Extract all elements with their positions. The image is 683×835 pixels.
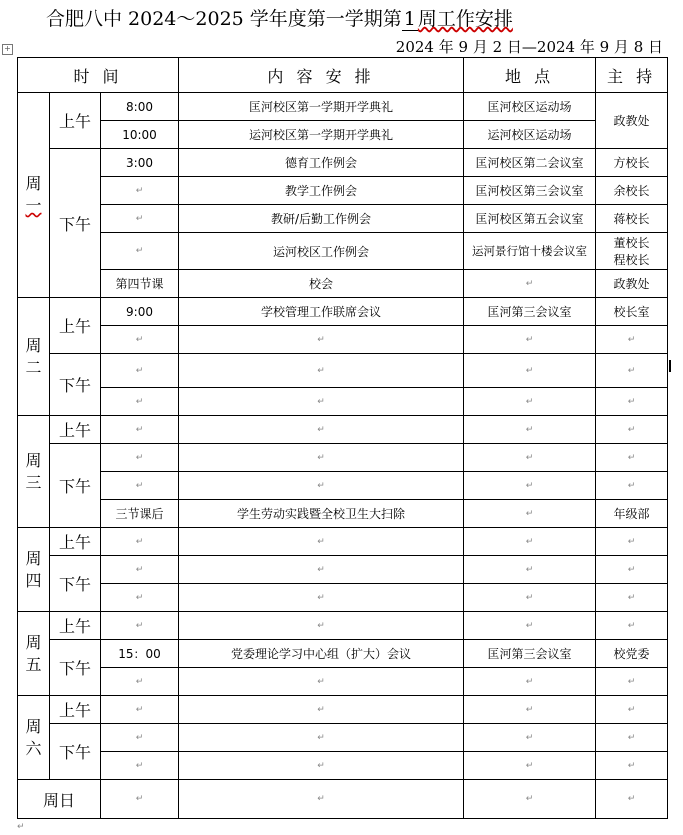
empty-cell: ↵ <box>596 780 668 819</box>
col-header-content: 内 容 安 排 <box>179 58 464 93</box>
table-row <box>18 93 668 121</box>
location-cell: 匡河校区第三会议室 <box>464 177 596 205</box>
host-cell: 政教处 <box>596 93 668 149</box>
table-row <box>18 584 668 612</box>
day-sunday: 周日 <box>18 780 101 819</box>
table-row <box>18 416 668 444</box>
empty-cell: ↵ <box>179 668 464 696</box>
empty-cell: ↵ <box>101 177 179 205</box>
empty-cell: ↵ <box>101 724 179 752</box>
empty-cell: ↵ <box>101 472 179 500</box>
empty-cell: ↵ <box>464 472 596 500</box>
empty-cell: ↵ <box>596 326 668 354</box>
table-row <box>18 121 668 149</box>
segment-pm: 下午 <box>50 444 101 528</box>
date-range: 2024 年 9 月 2 日—2024 年 9 月 8 日 <box>395 38 663 56</box>
empty-cell: ↵ <box>101 584 179 612</box>
content-cell: 党委理论学习中心组（扩大）会议 <box>179 640 464 668</box>
empty-cell: ↵ <box>101 612 179 640</box>
day-wednesday: 周 三 <box>18 416 50 528</box>
table-row <box>18 752 668 780</box>
empty-cell: ↵ <box>596 668 668 696</box>
table-row <box>18 388 668 416</box>
table-row <box>18 270 668 298</box>
empty-cell: ↵ <box>596 472 668 500</box>
empty-cell: ↵ <box>101 528 179 556</box>
segment-pm: 下午 <box>50 556 101 612</box>
empty-cell: ↵ <box>101 668 179 696</box>
empty-cell: ↵ <box>596 354 668 388</box>
time-cell: 8:00 <box>101 93 179 121</box>
col-header-host: 主 持 <box>596 58 668 93</box>
time-cell: 第四节课 <box>101 270 179 298</box>
table-row <box>18 528 668 556</box>
content-cell: 运河校区第一学期开学典礼 <box>179 121 464 149</box>
empty-cell: ↵ <box>101 416 179 444</box>
time-cell: 9:00 <box>101 298 179 326</box>
table-row <box>18 640 668 668</box>
empty-cell: ↵ <box>179 556 464 584</box>
header-row <box>18 58 668 93</box>
empty-cell: ↵ <box>596 612 668 640</box>
table-row <box>18 444 668 472</box>
empty-cell: ↵ <box>596 528 668 556</box>
host-cell: 校长室 <box>596 298 668 326</box>
row-end-marker <box>669 360 671 372</box>
empty-cell: ↵ <box>179 752 464 780</box>
segment-am: 上午 <box>50 416 101 444</box>
empty-cell: ↵ <box>464 388 596 416</box>
empty-cell: ↵ <box>179 444 464 472</box>
table-row <box>18 612 668 640</box>
paragraph-mark: ↵ <box>17 822 25 832</box>
table-move-handle-icon[interactable]: + <box>2 44 13 55</box>
segment-am: 上午 <box>50 298 101 354</box>
host-cell: 余校长 <box>596 177 668 205</box>
empty-cell: ↵ <box>464 556 596 584</box>
empty-cell: ↵ <box>101 556 179 584</box>
segment-am: 上午 <box>50 612 101 640</box>
empty-cell: ↵ <box>101 752 179 780</box>
empty-cell: ↵ <box>179 584 464 612</box>
day-friday: 周 五 <box>18 612 50 696</box>
table-row <box>18 233 668 270</box>
page-title <box>46 4 513 31</box>
empty-cell: ↵ <box>179 696 464 724</box>
empty-cell: ↵ <box>596 388 668 416</box>
segment-pm: 下午 <box>50 640 101 696</box>
day-saturday: 周 六 <box>18 696 50 780</box>
time-cell: 15：00 <box>101 640 179 668</box>
day-monday: 周 一 <box>18 93 50 298</box>
empty-cell: ↵ <box>464 696 596 724</box>
empty-cell: ↵ <box>101 696 179 724</box>
table-row <box>18 205 668 233</box>
empty-cell: ↵ <box>464 354 596 388</box>
location-cell: 匡河校区第五会议室 <box>464 205 596 233</box>
empty-cell: ↵ <box>179 472 464 500</box>
empty-cell: ↵ <box>596 752 668 780</box>
empty-cell: ↵ <box>464 444 596 472</box>
day-tuesday: 周 二 <box>18 298 50 416</box>
host-cell: 年级部 <box>596 500 668 528</box>
empty-cell: ↵ <box>596 444 668 472</box>
segment-am: 上午 <box>50 528 101 556</box>
table-row <box>18 177 668 205</box>
segment-am: 上午 <box>50 696 101 724</box>
title-suffix: 周工作安排 <box>417 8 513 30</box>
table-row <box>18 500 668 528</box>
empty-cell: ↵ <box>464 668 596 696</box>
empty-cell: ↵ <box>596 584 668 612</box>
segment-pm: 下午 <box>50 724 101 780</box>
empty-cell: ↵ <box>464 752 596 780</box>
table-row <box>18 696 668 724</box>
col-header-time: 时 间 <box>18 58 179 93</box>
empty-cell: ↵ <box>596 724 668 752</box>
week-number: 1 <box>403 8 416 30</box>
table-row <box>18 556 668 584</box>
location-cell: 匡河第三会议室 <box>464 640 596 668</box>
host-cell: 方校长 <box>596 149 668 177</box>
empty-cell: ↵ <box>179 780 464 819</box>
empty-cell: ↵ <box>596 416 668 444</box>
table-row <box>18 668 668 696</box>
content-cell: 运河校区工作例会 <box>179 233 464 270</box>
empty-cell: ↵ <box>101 388 179 416</box>
empty-cell: ↵ <box>179 528 464 556</box>
empty-cell: ↵ <box>179 612 464 640</box>
content-cell: 匡河校区第一学期开学典礼 <box>179 93 464 121</box>
empty-cell: ↵ <box>101 780 179 819</box>
empty-cell: ↵ <box>101 444 179 472</box>
content-cell: 学生劳动实践暨全校卫生大扫除 <box>179 500 464 528</box>
empty-cell: ↵ <box>179 724 464 752</box>
content-cell: 教学工作例会 <box>179 177 464 205</box>
table-row <box>18 724 668 752</box>
empty-cell: ↵ <box>101 326 179 354</box>
empty-cell: ↵ <box>464 724 596 752</box>
empty-cell: ↵ <box>596 696 668 724</box>
segment-am: 上午 <box>50 93 101 149</box>
empty-cell: ↵ <box>464 584 596 612</box>
segment-pm: 下午 <box>50 149 101 298</box>
content-cell: 校会 <box>179 270 464 298</box>
empty-cell: ↵ <box>464 500 596 528</box>
empty-cell: ↵ <box>464 326 596 354</box>
time-cell: 三节课后 <box>101 500 179 528</box>
empty-cell: ↵ <box>179 354 464 388</box>
location-cell: 匡河第三会议室 <box>464 298 596 326</box>
location-cell: 运河校区运动场 <box>464 121 596 149</box>
host-cell: 董校长 程校长 <box>596 233 668 270</box>
table-row <box>18 354 668 388</box>
empty-cell: ↵ <box>101 205 179 233</box>
empty-cell: ↵ <box>179 416 464 444</box>
empty-cell: ↵ <box>464 612 596 640</box>
empty-cell: ↵ <box>464 528 596 556</box>
day-thursday: 周 四 <box>18 528 50 612</box>
empty-cell: ↵ <box>464 270 596 298</box>
table-row <box>18 780 668 819</box>
empty-cell: ↵ <box>101 354 179 388</box>
empty-cell: ↵ <box>101 233 179 270</box>
empty-cell: ↵ <box>179 388 464 416</box>
host-cell: 蒋校长 <box>596 205 668 233</box>
content-cell: 德育工作例会 <box>179 149 464 177</box>
empty-cell: ↵ <box>596 556 668 584</box>
content-cell: 教研/后勤工作例会 <box>179 205 464 233</box>
table-row <box>18 472 668 500</box>
col-header-location: 地 点 <box>464 58 596 93</box>
time-cell: 10:00 <box>101 121 179 149</box>
title-prefix: 合肥八中 2024～2025 学年度第一学期第 <box>46 8 402 30</box>
empty-cell: ↵ <box>179 326 464 354</box>
time-cell: 3:00 <box>101 149 179 177</box>
table-row <box>18 298 668 326</box>
host-cell: 校党委 <box>596 640 668 668</box>
location-cell: 匡河校区运动场 <box>464 93 596 121</box>
schedule-table <box>17 57 668 819</box>
table-row <box>18 149 668 177</box>
empty-cell: ↵ <box>464 416 596 444</box>
segment-pm: 下午 <box>50 354 101 416</box>
host-cell: 政教处 <box>596 270 668 298</box>
empty-cell: ↵ <box>464 780 596 819</box>
table-row <box>18 326 668 354</box>
location-cell: 运河景行馆十楼会议室 <box>464 233 596 270</box>
content-cell: 学校管理工作联席会议 <box>179 298 464 326</box>
location-cell: 匡河校区第二会议室 <box>464 149 596 177</box>
